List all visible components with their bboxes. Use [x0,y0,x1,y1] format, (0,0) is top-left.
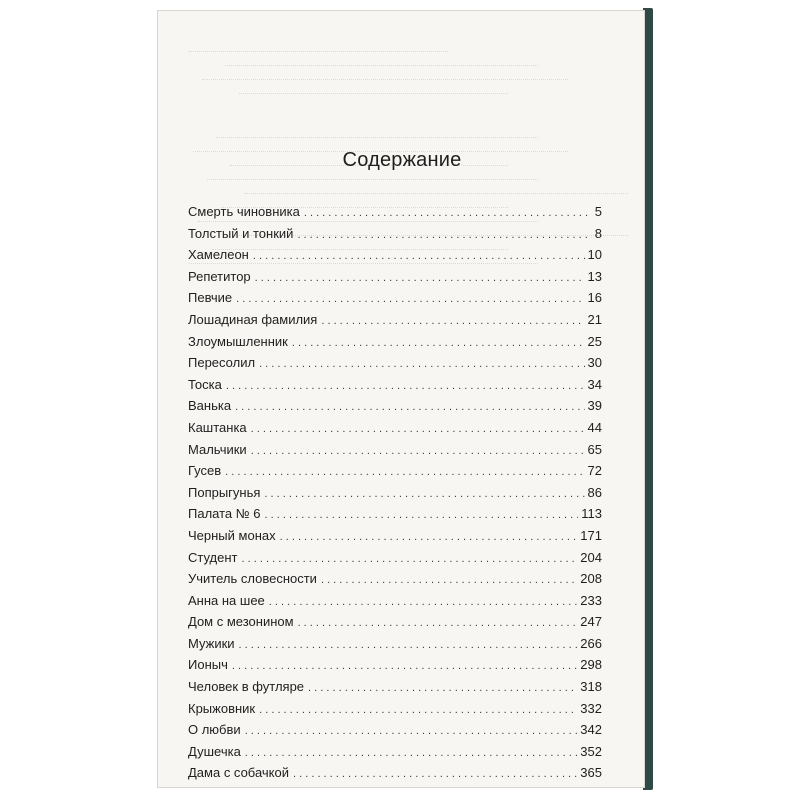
toc-entry [188,269,602,291]
toc-entry [188,355,602,377]
toc-entry [188,701,602,723]
toc-page-number: 30 [587,355,602,371]
page-title: Содержание [342,149,462,171]
toc-entry-title: Ионыч [188,657,228,673]
toc-page-number: 298 [580,657,602,673]
toc-page-number: 247 [580,614,602,630]
toc-entry [188,420,602,442]
toc-page-number: 16 [587,290,602,306]
toc-page-number: 10 [587,247,602,263]
toc-page-number: 318 [580,679,602,695]
dot-leader [242,553,578,565]
toc-entry-title: Дом с мезонином [188,614,294,630]
toc-entry-title: Злоумышленник [188,333,288,349]
toc-entry-title: Попрыгунья [188,484,261,500]
dot-leader [259,704,577,716]
toc-entry-title: Ванька [188,398,232,414]
toc-entry-title: Тоска [188,376,222,392]
bleed-through-line [244,193,628,194]
dot-leader [297,229,591,241]
toc-entry-title: Гусев [188,463,222,479]
dot-leader [264,488,584,500]
toc-page-number: 332 [580,700,602,716]
dot-leader [259,358,584,370]
toc-entry-title: Крыжовник [188,700,256,716]
toc-page-number: 86 [587,484,602,500]
toc-entry-title: О любви [188,722,241,738]
toc-page-number: 233 [580,592,602,608]
book-page [157,10,645,788]
toc-page-number: 266 [580,635,602,651]
dot-leader [304,207,592,219]
dot-leader [251,423,585,435]
toc-entry-title: Смерть чиновника [188,204,300,219]
toc-page-number: 8 [594,225,602,241]
toc-page-number: 171 [580,527,602,543]
dot-leader [245,725,578,737]
toc-entry [188,506,602,528]
toc-entry [188,442,602,464]
toc-entry-title: Душечка [188,743,241,759]
toc-page-number: 342 [580,722,602,738]
dot-leader [253,250,585,262]
toc-entry [188,528,602,550]
toc-entry [188,204,602,226]
toc-page-number: 34 [587,376,602,392]
bleed-through-line [225,65,538,66]
toc-entry [188,636,602,658]
toc-page-number: 208 [580,571,602,587]
toc-entry-title: Пересолил [188,355,256,371]
dot-leader [225,466,584,478]
bleed-through-line [202,79,568,80]
dot-leader [245,747,578,759]
dot-leader [308,682,577,694]
toc-entry [188,312,602,334]
dot-leader [251,445,585,457]
bleed-through-line [188,51,448,52]
toc-entry-title: Певчие [188,290,233,306]
dot-leader [236,293,584,305]
toc-entry-title: Человек в футляре [188,679,305,695]
bleed-through-line [239,93,508,94]
toc-entry [188,550,602,572]
toc-entry-title: Хамелеон [188,247,249,263]
toc-entry [188,571,602,593]
dot-leader [269,596,578,608]
toc-entry [188,593,602,615]
toc-entry-title: Учитель словесности [188,571,317,587]
toc-page-number: 113 [581,506,602,522]
toc-page-number: 13 [587,268,602,284]
toc-entry-title: Каштанка [188,419,247,435]
toc-entry [188,722,602,744]
toc-page-number: 204 [580,549,602,565]
toc-entry-title: Палата № 6 [188,506,261,522]
toc-entry [188,377,602,399]
bleed-through-line [207,179,538,180]
toc-entry-title: Толстый и тонкий [188,225,294,241]
toc-page-number: 5 [594,204,602,219]
dot-leader [235,401,584,413]
toc-page-number: 21 [587,311,602,327]
dot-leader [321,315,584,327]
toc-entry [188,398,602,420]
table-of-contents [188,204,602,787]
dot-leader [255,272,585,284]
toc-entry-title: Репетитор [188,268,251,284]
toc-entry-title: Мужики [188,635,235,651]
toc-entry [188,657,602,679]
toc-entry-title: Мальчики [188,441,247,457]
toc-entry [188,226,602,248]
toc-entry-title: Анна на шее [188,592,265,608]
toc-entry [188,744,602,766]
dot-leader [265,509,579,521]
toc-entry-title: Дама с собачкой [188,765,289,781]
dot-leader [280,531,578,543]
dot-leader [232,660,577,672]
toc-entry-title: Лошадиная фамилия [188,311,318,327]
toc-entry-title: Студент [188,549,238,565]
bleed-through-line [216,137,538,138]
dot-leader [298,617,578,629]
dot-leader [292,337,585,349]
toc-page-number: 65 [587,441,602,457]
toc-page-number: 365 [580,765,602,781]
toc-entry [188,679,602,701]
toc-entry-title: Черный монах [188,527,276,543]
dot-leader [226,380,585,392]
toc-entry [188,247,602,269]
toc-page-number: 72 [587,463,602,479]
toc-entry [188,765,602,787]
toc-entry [188,290,602,312]
dot-leader [239,639,578,651]
toc-entry [188,334,602,356]
toc-page-number: 44 [587,419,602,435]
toc-page-number: 352 [580,743,602,759]
toc-entry [188,614,602,636]
toc-page-number: 25 [587,333,602,349]
dot-leader [293,768,577,780]
toc-page-number: 39 [587,398,602,414]
dot-leader [321,574,577,586]
toc-entry [188,485,602,507]
toc-entry [188,463,602,485]
